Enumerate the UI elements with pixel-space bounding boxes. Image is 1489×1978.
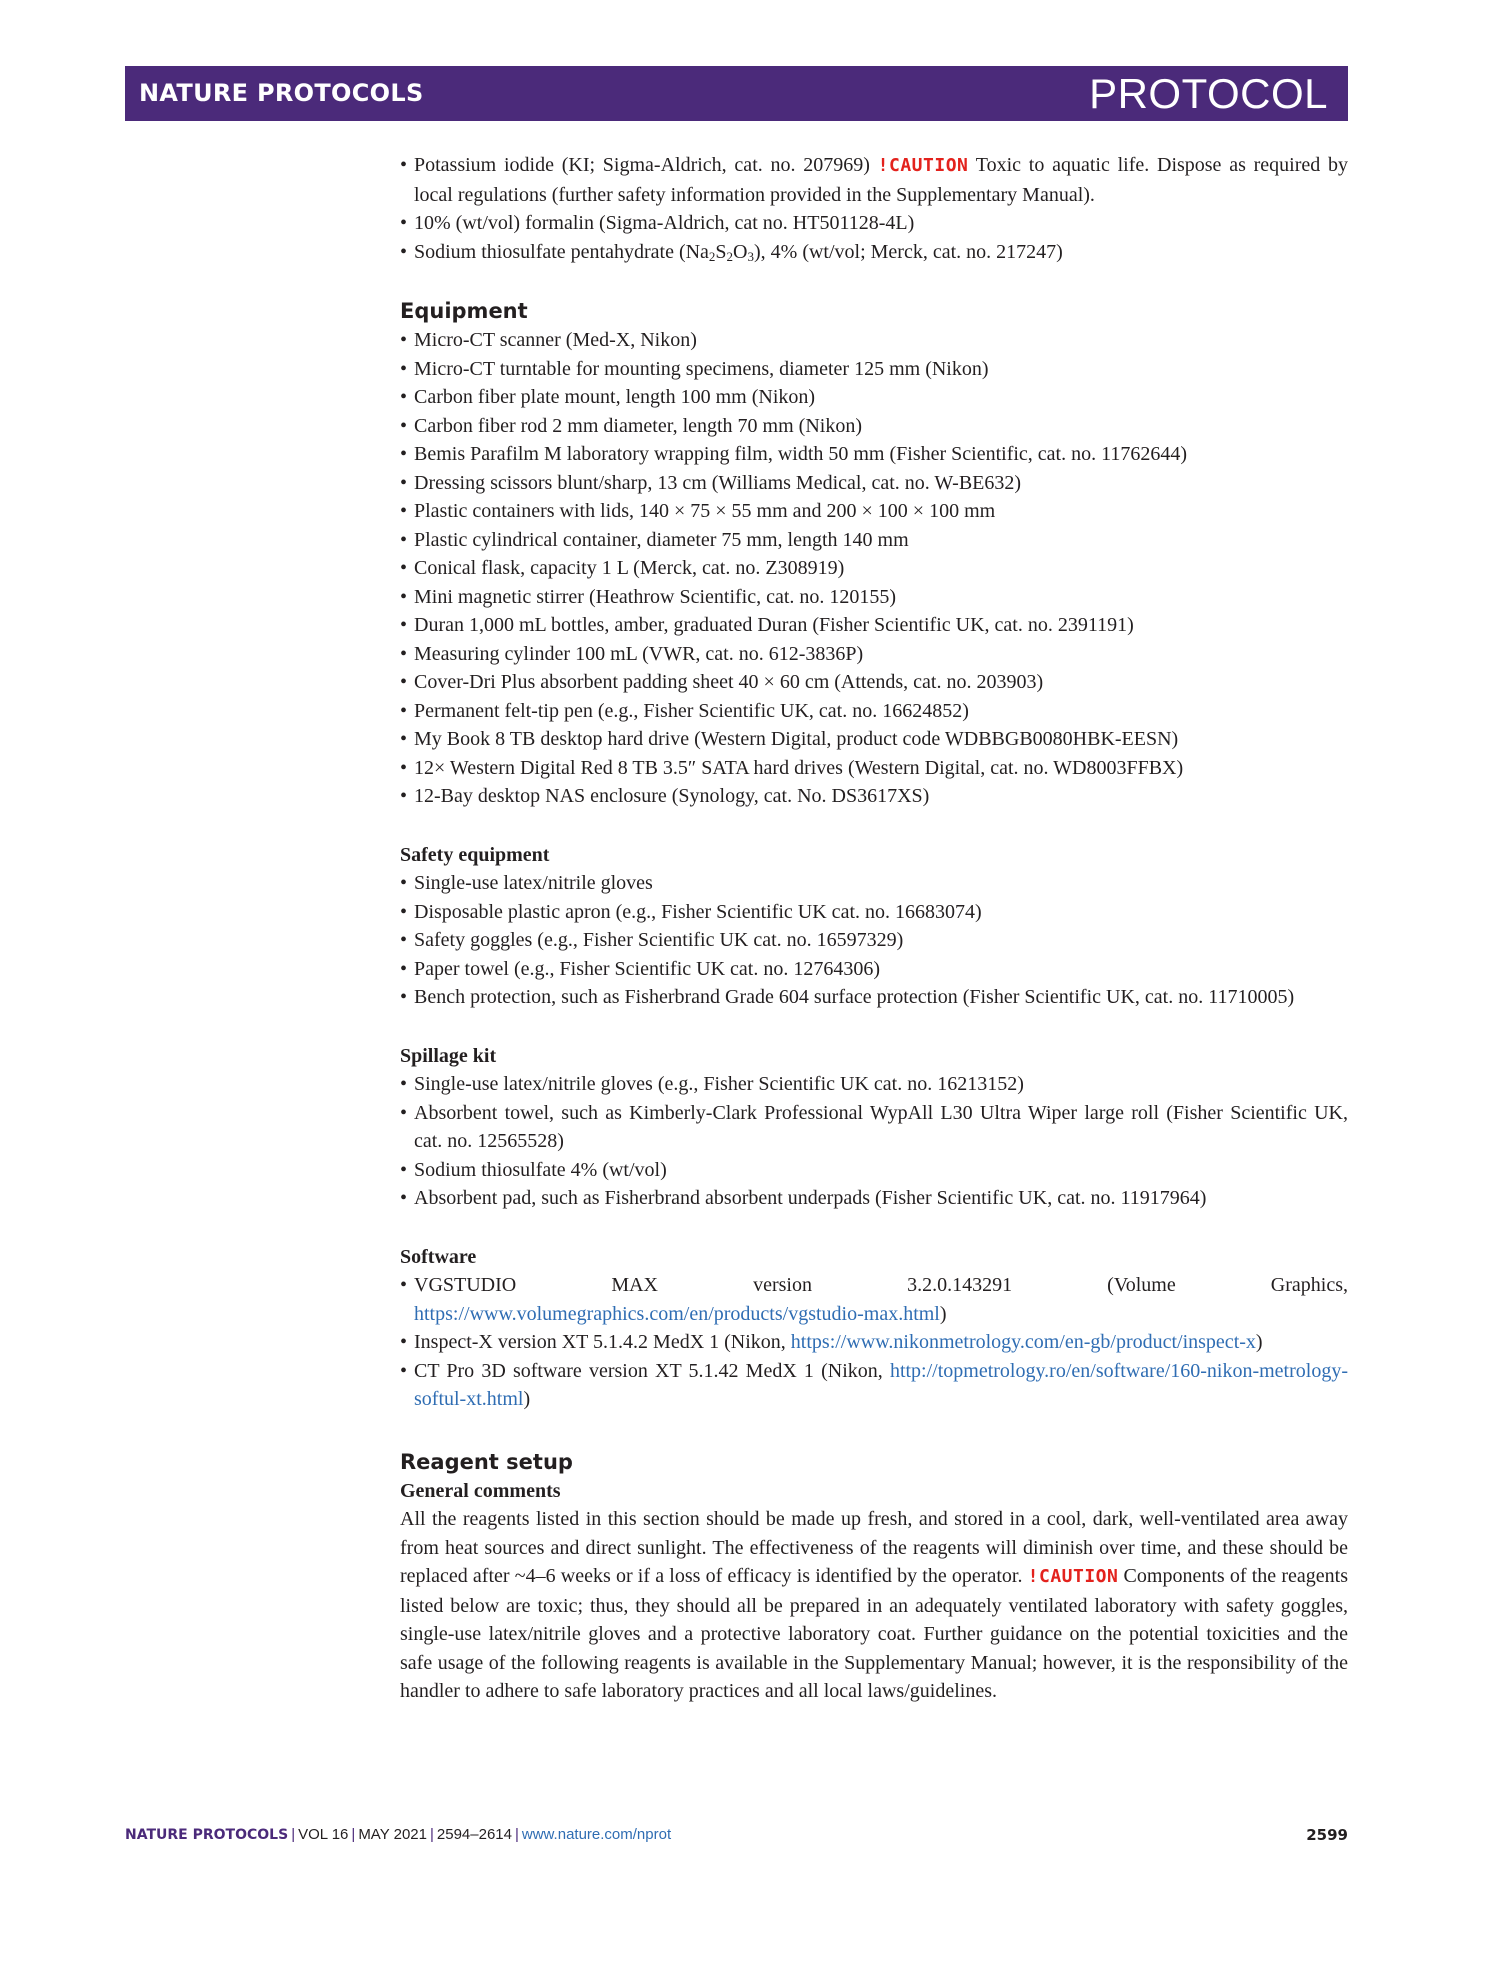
footer-url-link[interactable]: www.nature.com/nprot xyxy=(521,1826,672,1843)
list-item: • 12× Western Digital Red 8 TB 3.5″ SATA hard drives (Western Digital, cat. no. WD8003FFBX) xyxy=(400,754,1348,783)
footer-pages: 2594–2614 xyxy=(436,1826,512,1843)
list-item: • Single-use latex/nitrile gloves xyxy=(400,869,1348,898)
subsection-heading: General comments xyxy=(400,1479,561,1502)
section-heading: Safety equipment xyxy=(400,843,550,866)
reagent-list xyxy=(400,151,1348,266)
list-item: • Absorbent towel, such as Kimberly-Clark Professional WypAll L30 Ultra Wiper large roll (Fisher Scientific UK, cat. no. 12565528) xyxy=(400,1099,1348,1156)
list-item: • Paper towel (e.g., Fisher Scientific UK cat. no. 12764306) xyxy=(400,955,1348,984)
general-comments-paragraph: All the reagents listed in this section should be made up fresh, and stored in a cool, dark, well-ventilated area away from heat sources and direct sunlight. The effectiveness of the reagents will diminish over time, and these should be replaced after ~4–6 weeks or if a loss of efficacy is identified by the operator. !CAUTION Components of the reagents listed below are toxic; thus, they should all be prepared in an adequately ventilated laboratory with safety goggles, single-use latex/nitrile gloves and a protective laboratory coat. Further guidance on the potential toxicities and the safe usage of the following reagents is available in the Supplementary Manual; however, it is the responsibility of the handler to adhere to safe laboratory practices and all local laws/guidelines. xyxy=(400,1508,1348,1702)
list-item: • 12-Bay desktop NAS enclosure (Synology, cat. No. DS3617XS) xyxy=(400,782,1348,811)
spillage-list xyxy=(400,1070,1348,1213)
list-item: • Disposable plastic apron (e.g., Fisher Scientific UK cat. no. 16683074) xyxy=(400,898,1348,927)
section-heading: Spillage kit xyxy=(400,1044,497,1067)
list-item: • Absorbent pad, such as Fisherbrand absorbent underpads (Fisher Scientific UK, cat. no. 11917964) xyxy=(400,1184,1348,1213)
list-item: • My Book 8 TB desktop hard drive (Western Digital, product code WDBBGB0080HBK-EESN) xyxy=(400,725,1348,754)
section-heading: Reagent setup xyxy=(400,1449,573,1474)
inspect-x-link[interactable]: https://www.nikonmetrology.com/en-gb/product/inspect-x xyxy=(790,1331,1256,1353)
vgstudio-link[interactable]: https://www.volumegraphics.com/en/products/vgstudio-max.html xyxy=(414,1302,940,1325)
list-item: • Inspect-X version XT 5.1.4.2 MedX 1 (Nikon, https://www.nikonmetrology.com/en-gb/product/inspect-x) xyxy=(400,1328,1348,1357)
list-item: • Single-use latex/nitrile gloves (e.g., Fisher Scientific UK cat. no. 16213152) xyxy=(400,1070,1348,1099)
list-item: • VGSTUDIO MAX version 3.2.0.143291 (Volume Graphics, https://www.volumegraphics.com/en/products/vgstudio-max.html) xyxy=(400,1271,1348,1328)
list-item: • Duran 1,000 mL bottles, amber, graduated Duran (Fisher Scientific UK, cat. no. 2391191) xyxy=(400,611,1348,640)
equipment-list xyxy=(400,326,1348,811)
article-type: PROTOCOL xyxy=(1089,70,1328,117)
software-section xyxy=(400,1243,1348,1414)
list-item: • 10% (wt/vol) formalin (Sigma-Aldrich, cat no. HT501128-4L) xyxy=(400,209,1348,238)
equipment-section xyxy=(400,296,1348,811)
section-heading: Software xyxy=(400,1245,477,1268)
caution-label: !CAUTION xyxy=(877,155,969,176)
page-number: 2599 xyxy=(1306,1826,1348,1844)
section-heading: Equipment xyxy=(400,299,528,323)
list-item: • Carbon fiber rod 2 mm diameter, length 70 mm (Nikon) xyxy=(400,412,1348,441)
list-item: • CT Pro 3D software version XT 5.1.42 MedX 1 (Nikon, http://topmetrology.ro/en/software/160-nikon-metrology-softul-xt.html) xyxy=(400,1357,1348,1414)
safety-section xyxy=(400,841,1348,1012)
list-item: • Micro-CT scanner (Med-X, Nikon) xyxy=(400,326,1348,355)
reagent-setup-section xyxy=(400,1447,1348,1706)
main-content xyxy=(400,151,1348,1706)
journal-name: NATURE PROTOCOLS xyxy=(139,79,424,107)
list-item: • Conical flask, capacity 1 L (Merck, cat. no. Z308919) xyxy=(400,554,1348,583)
list-item: • Safety goggles (e.g., Fisher Scientific UK cat. no. 16597329) xyxy=(400,926,1348,955)
journal-banner xyxy=(125,66,1348,121)
list-item: • Sodium thiosulfate 4% (wt/vol) xyxy=(400,1156,1348,1185)
list-item: • Carbon fiber plate mount, length 100 mm (Nikon) xyxy=(400,383,1348,412)
list-item: • Plastic containers with lids, 140 × 75 × 55 mm and 200 × 100 × 100 mm xyxy=(400,497,1348,526)
footer-volume: VOL 16 xyxy=(298,1826,349,1843)
list-item: • Permanent felt-tip pen (e.g., Fisher Scientific UK, cat. no. 16624852) xyxy=(400,697,1348,726)
caution-label: !CAUTION xyxy=(1027,1566,1119,1587)
footer-journal: NATURE PROTOCOLS xyxy=(125,1827,289,1843)
spillage-section xyxy=(400,1042,1348,1213)
list-item: • Micro-CT turntable for mounting specimens, diameter 125 mm (Nikon) xyxy=(400,355,1348,384)
ct-pro-link[interactable]: http://topmetrology.ro/en/software/160-nikon-metrology-softul-xt.html xyxy=(414,1359,1348,1410)
page-footer: NATURE PROTOCOLS | VOL 16 | MAY 2021 | 2594–2614 | www.nature.com/nprot 2599 xyxy=(125,1826,1348,1844)
list-item: • Bench protection, such as Fisherbrand Grade 604 surface protection (Fisher Scientific UK, cat. no. 11710005) xyxy=(400,983,1348,1012)
safety-list xyxy=(400,869,1348,1012)
software-list xyxy=(400,1271,1348,1414)
list-item: • Bemis Parafilm M laboratory wrapping film, width 50 mm (Fisher Scientific, cat. no. 11762644) xyxy=(400,440,1348,469)
list-item: • Sodium thiosulfate pentahydrate $(Na_2S_2O_3)$, 4% (wt/vol; Merck, cat. no. 217247) xyxy=(400,238,1348,267)
list-item: • Plastic cylindrical container, diameter 75 mm, length 140 mm xyxy=(400,526,1348,555)
list-item: • Potassium iodide (KI; Sigma-Aldrich, cat. no. 207969) !CAUTION Toxic to aquatic life. Dispose as required by local regulations (further safety information provided in the Supplementary Manual). xyxy=(400,151,1348,209)
list-item: • Dressing scissors blunt/sharp, 13 cm (Williams Medical, cat. no. W-BE632) xyxy=(400,469,1348,498)
footer-date: MAY 2021 xyxy=(358,1826,427,1843)
list-item: • Mini magnetic stirrer (Heathrow Scientific, cat. no. 120155) xyxy=(400,583,1348,612)
list-item: • Measuring cylinder 100 mL (VWR, cat. no. 612-3836P) xyxy=(400,640,1348,669)
list-item: • Cover-Dri Plus absorbent padding sheet 40 × 60 cm (Attends, cat. no. 203903) xyxy=(400,668,1348,697)
